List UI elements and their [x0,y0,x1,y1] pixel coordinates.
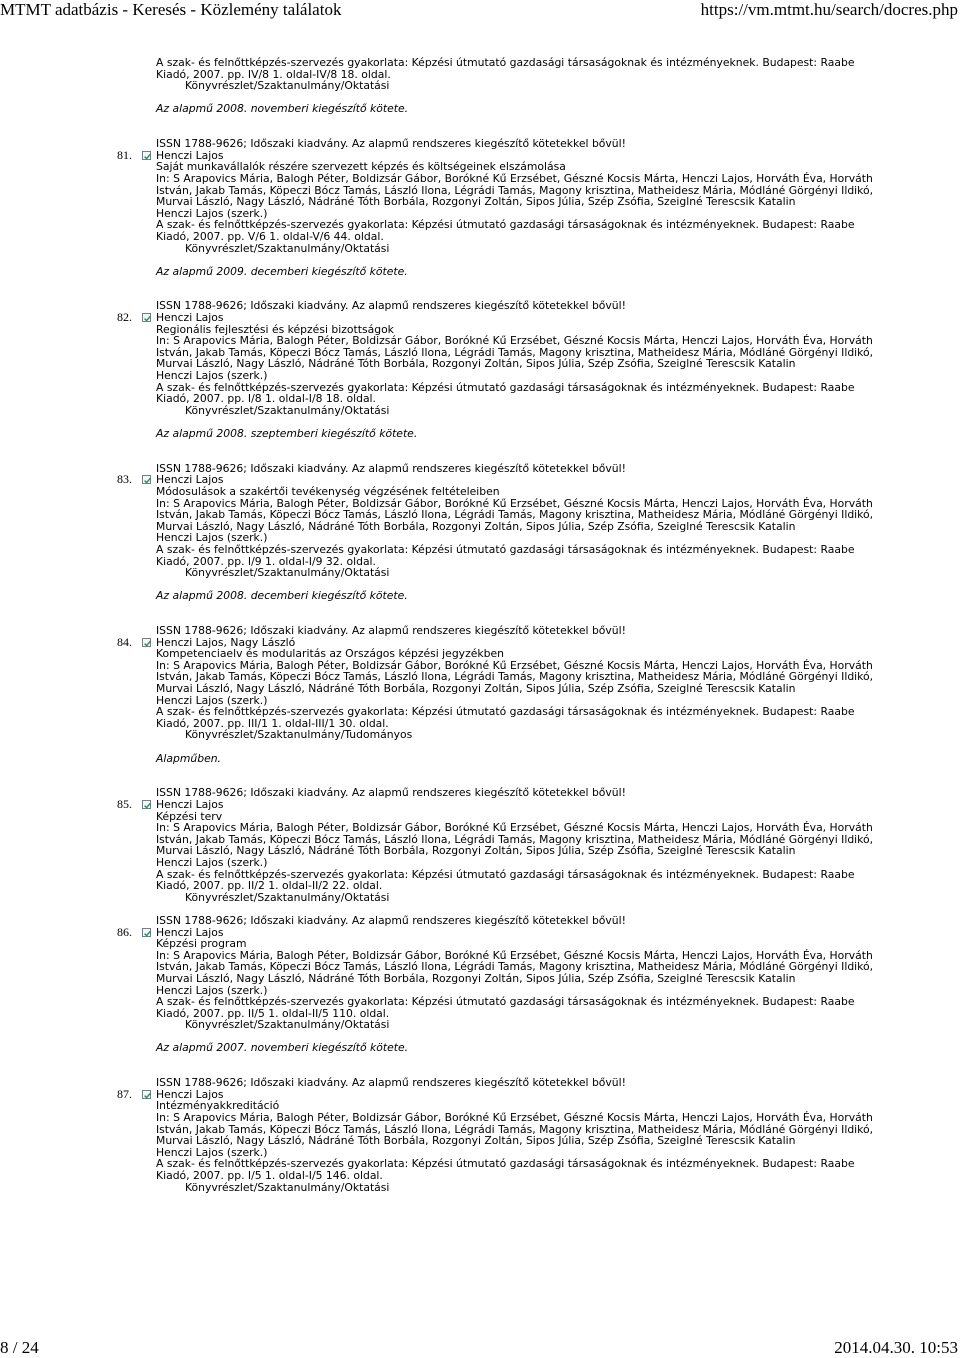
editors-line: István, Jakab Tamás, Köpeczi Bócz Tamás, László Ilona, Légrádi Tamás, Magony krisztina, Matheidesz Mária, Módláné Görgényi Ildikó, [156,960,874,974]
editors-line: István, Jakab Tamás, Köpeczi Bócz Tamás, László Ilona, Légrádi Tamás, Magony krisztina, Matheidesz Mária, Módláné Görgényi Ildikó, [156,508,874,522]
source-line: A szak- és felnőttképzés-szervezés gyakorlata: Képzési útmutató gazdasági társaságoknak és intézményeknek. Budapest: Raabe [156,380,855,394]
source-line: A szak- és felnőttképzés-szervezés gyakorlata: Képzési útmutató gazdasági társaságoknak és intézményeknek. Budapest: Raabe [156,218,855,232]
publication-type: Könyvrészlet/Szaktanulmány/Oktatási [185,1018,390,1032]
issn-line: ISSN 1788-9626; Időszaki kiadvány. Az alapmű rendszeres kiegészítő kötetekkel bővül! [156,137,626,151]
editors-line: Henczi Lajos (szerk.) [156,369,268,383]
entry-number: 85. [117,797,132,811]
editors-line: In: S Arapovics Mária, Balogh Péter, Boldizsár Gábor, Borókné Kű Erzsébet, Gészné Kocsis Márta, Henczi Lajos, Horváth Éva, Horváth [156,1111,873,1125]
page-header-url: https://vm.mtmt.hu/search/docres.php [700,0,958,19]
source-line: A szak- és felnőttképzés-szervezés gyakorlata: Képzési útmutató gazdasági társaságoknak és intézményeknek. Budapest: Raabe [156,56,855,69]
entry-checkbox[interactable] [142,800,151,809]
editors-line: István, Jakab Tamás, Köpeczi Bócz Tamás, László Ilona, Légrádi Tamás, Magony krisztina, Matheidesz Mária, Módláné Görgényi Ildikó, [156,183,874,197]
checkmark-icon [143,152,152,161]
editors-line: Henczi Lajos (szerk.) [156,206,268,220]
entry-number: 83. [117,472,132,487]
editors-line: Murvai László, Nagy László, Nádráné Tóth Borbála, Rozgonyi Zoltán, Sipos Júlia, Szép Zsófia, Szeiglné Terescsik Katalin [156,1134,796,1148]
editors-line: In: S Arapovics Mária, Balogh Péter, Boldizsár Gábor, Borókné Kű Erzsébet, Gészné Kocsis Márta, Henczi Lajos, Horváth Éva, Horváth [156,658,873,672]
entry-number: 82. [117,310,132,325]
entry-number: 86. [117,924,132,939]
checkmark-icon [143,639,152,648]
editors-line: Murvai László, Nagy László, Nádráné Tóth Borbála, Rozgonyi Zoltán, Sipos Júlia, Szép Zsófia, Szeiglné Terescsik Katalin [156,195,796,209]
checkmark-icon [143,314,152,323]
publication-type: Könyvrészlet/Szaktanulmány/Tudományos [185,728,413,742]
source-pages-line: Kiadó, 2007. pp. III/1 1. oldal-III/1 30. oldal. [156,716,389,730]
checkmark-icon [143,929,152,938]
publication-note: Az alapmű 2008. novemberi kiegészítő kötete. [156,102,409,116]
page-header-title: MTMT adatbázis - Keresés - Közlemény találatok [0,0,342,19]
editors-line: In: S Arapovics Mária, Balogh Péter, Boldizsár Gábor, Borókné Kű Erzsébet, Gészné Kocsis Márta, Henczi Lajos, Horváth Éva, Horváth [156,948,873,962]
editors-line: Murvai László, Nagy László, Nádráné Tóth Borbála, Rozgonyi Zoltán, Sipos Júlia, Szép Zsófia, Szeiglné Terescsik Katalin [156,971,796,985]
entry-title: Képzési program [156,937,247,951]
editors-line: Henczi Lajos (szerk.) [156,693,268,707]
editors-line: In: S Arapovics Mária, Balogh Péter, Boldizsár Gábor, Borókné Kű Erzsébet, Gészné Kocsis Márta, Henczi Lajos, Horváth Éva, Horváth [156,821,873,835]
page-counter: 8 / 24 [0,1338,39,1357]
entry-checkbox[interactable] [142,313,151,322]
issn-line: ISSN 1788-9626; Időszaki kiadvány. Az alapmű rendszeres kiegészítő kötetekkel bővül! [156,461,626,475]
entry-checkbox[interactable] [142,151,151,160]
source-line: A szak- és felnőttképzés-szervezés gyakorlata: Képzési útmutató gazdasági társaságoknak és intézményeknek. Budapest: Raabe [156,705,855,719]
source-pages-line: Kiadó, 2007. pp. I/8 1. oldal-I/8 18. oldal. [156,392,376,406]
entry-checkbox[interactable] [142,928,151,937]
editors-line: Henczi Lajos (szerk.) [156,531,268,545]
source-line: A szak- és felnőttképzés-szervezés gyakorlata: Képzési útmutató gazdasági társaságoknak és intézményeknek. Budapest: Raabe [156,542,855,556]
publication-type: Könyvrészlet/Szaktanulmány/Oktatási [185,1180,390,1194]
result-entry [0,1086,960,1194]
editors-line: In: S Arapovics Mária, Balogh Péter, Boldizsár Gábor, Borókné Kű Erzsébet, Gészné Kocsis Márta, Henczi Lajos, Horváth Éva, Horváth [156,171,873,185]
results-list [0,57,960,1193]
entry-checkbox[interactable] [142,1090,151,1099]
publication-note: Az alapmű 2008. szeptemberi kiegészítő kötete. [156,427,418,440]
checkmark-icon [143,1091,152,1100]
source-line: A szak- és felnőttképzés-szervezés gyakorlata: Képzési útmutató gazdasági társaságoknak és intézményeknek. Budapest: Raabe [156,867,855,881]
source-pages-line: Kiadó, 2007. pp. II/5 1. oldal-II/5 110. oldal. [156,1006,390,1020]
editors-line: In: S Arapovics Mária, Balogh Péter, Boldizsár Gábor, Borókné Kű Erzsébet, Gészné Kocsis Márta, Henczi Lajos, Horváth Éva, Horváth [156,496,873,510]
publication-note: Alapműben. [156,751,221,765]
issn-line: ISSN 1788-9626; Időszaki kiadvány. Az alapmű rendszeres kiegészítő kötetekkel bővül! [156,624,626,638]
editors-line: Murvai László, Nagy László, Nádráné Tóth Borbála, Rozgonyi Zoltán, Sipos Júlia, Szép Zsófia, Szeiglné Terescsik Katalin [156,357,796,371]
entry-title: Kompetenciaelv és modularitás az Országos képzési jegyzékben [156,647,504,661]
entry-title: Regionális fejlesztési és képzési bizottságok [156,322,394,336]
publication-type: Könyvrészlet/Szaktanulmány/Oktatási [185,241,390,255]
source-pages-line: Kiadó, 2007. pp. I/9 1. oldal-I/9 32. oldal. [156,554,376,568]
entry-number: 87. [117,1086,132,1101]
publication-type: Könyvrészlet/Szaktanulmány/Oktatási [185,890,390,904]
entry-number: 84. [117,634,132,649]
result-entry [0,312,960,474]
editors-line: In: S Arapovics Mária, Balogh Péter, Boldizsár Gábor, Borókné Kű Erzsébet, Gészné Kocsis Márta, Henczi Lajos, Horváth Éva, Horváth [156,334,873,348]
source-pages-line: Kiadó, 2007. pp. I/5 1. oldal-I/5 146. oldal. [156,1169,383,1182]
issn-line: ISSN 1788-9626; Időszaki kiadvány. Az alapmű rendszeres kiegészítő kötetekkel bővül! [156,913,626,927]
source-pages-line: Kiadó, 2007. pp. V/6 1. oldal-V/6 44. oldal. [156,229,384,243]
editors-line: Henczi Lajos (szerk.) [156,855,268,869]
editors-line: Murvai László, Nagy László, Nádráné Tóth Borbála, Rozgonyi Zoltán, Sipos Júlia, Szép Zsófia, Szeiglné Terescsik Katalin [156,844,796,858]
source-line: A szak- és felnőttképzés-szervezés gyakorlata: Képzési útmutató gazdasági társaságoknak és intézményeknek. Budapest: Raabe [156,995,855,1009]
issn-line: ISSN 1788-9626; Időszaki kiadvány. Az alapmű rendszeres kiegészítő kötetekkel bővül! [156,1076,626,1090]
print-datetime: 2014.04.30. 10:53 [834,1338,958,1357]
result-entry [0,474,960,636]
entry-authors: Henczi Lajos [156,311,224,325]
entry-authors: Henczi Lajos [156,473,224,487]
editors-line: Henczi Lajos (szerk.) [156,983,268,997]
entry-authors: Henczi Lajos, Nagy László [156,635,296,649]
source-pages-line: Kiadó, 2007. pp. II/2 1. oldal-II/2 22. oldal. [156,879,383,893]
publication-note: Az alapmű 2007. novemberi kiegészítő kötete. [156,1041,409,1055]
issn-line: ISSN 1788-9626; Időszaki kiadvány. Az alapmű rendszeres kiegészítő kötetekkel bővül! [156,786,626,800]
issn-line: ISSN 1788-9626; Időszaki kiadvány. Az alapmű rendszeres kiegészítő kötetekkel bővül! [156,299,626,313]
checkmark-icon [143,476,152,485]
entry-title: Módosulások a szakértői tevékenység végzésének feltételeiben [156,484,500,498]
editors-line: István, Jakab Tamás, Köpeczi Bócz Tamás, László Ilona, Légrádi Tamás, Magony krisztina, Matheidesz Mária, Módláné Görgényi Ildikó, [156,1122,874,1136]
entry-authors: Henczi Lajos [156,925,224,939]
publication-type: Könyvrészlet/Szaktanulmány/Oktatási [185,566,390,580]
editors-line: Murvai László, Nagy László, Nádráné Tóth Borbála, Rozgonyi Zoltán, Sipos Júlia, Szép Zsófia, Szeiglné Terescsik Katalin [156,519,796,533]
entry-authors: Henczi Lajos [156,1087,224,1101]
entry-authors: Henczi Lajos [156,148,224,162]
result-entry [0,924,960,1090]
editors-line: István, Jakab Tamás, Köpeczi Bócz Tamás, László Ilona, Légrádi Tamás, Magony krisztina, Matheidesz Mária, Módláné Görgényi Ildikó, [156,832,874,846]
entry-title: Saját munkavállalók részére szervezett képzés és költségeinek elszámolása [156,160,566,174]
entry-number: 81. [117,147,132,162]
editors-line: István, Jakab Tamás, Köpeczi Bócz Tamás, László Ilona, Légrádi Tamás, Magony krisztina, Matheidesz Mária, Módláné Görgényi Ildikó, [156,670,874,684]
publication-note: Az alapmű 2009. decemberi kiegészítő kötete. [156,264,408,278]
result-entry [0,147,960,313]
editors-line: Henczi Lajos (szerk.) [156,1145,268,1159]
source-pages-line: Kiadó, 2007. pp. IV/8 1. oldal-IV/8 18. oldal. [156,67,391,81]
source-line: A szak- és felnőttképzés-szervezés gyakorlata: Képzési útmutató gazdasági társaságoknak és intézményeknek. Budapest: Raabe [156,1157,855,1171]
result-entry [0,634,960,800]
editors-line: Murvai László, Nagy László, Nádráné Tóth Borbála, Rozgonyi Zoltán, Sipos Júlia, Szép Zsófia, Szeiglné Terescsik Katalin [156,682,796,696]
publication-note: Az alapmű 2008. decemberi kiegészítő kötete. [156,589,408,603]
entry-checkbox[interactable] [142,638,151,647]
continuation-entry [0,57,960,150]
entry-title: Képzési terv [156,809,223,823]
publication-type: Könyvrészlet/Szaktanulmány/Oktatási [185,79,390,93]
publication-type: Könyvrészlet/Szaktanulmány/Oktatási [185,403,390,417]
checkmark-icon [143,801,152,810]
entry-authors: Henczi Lajos [156,798,224,811]
result-entry [0,799,960,927]
entry-title: Intézményakkreditáció [156,1099,280,1113]
editors-line: István, Jakab Tamás, Köpeczi Bócz Tamás, László Ilona, Légrádi Tamás, Magony krisztina, Matheidesz Mária, Módláné Görgényi Ildikó, [156,345,874,359]
entry-checkbox[interactable] [142,475,151,484]
